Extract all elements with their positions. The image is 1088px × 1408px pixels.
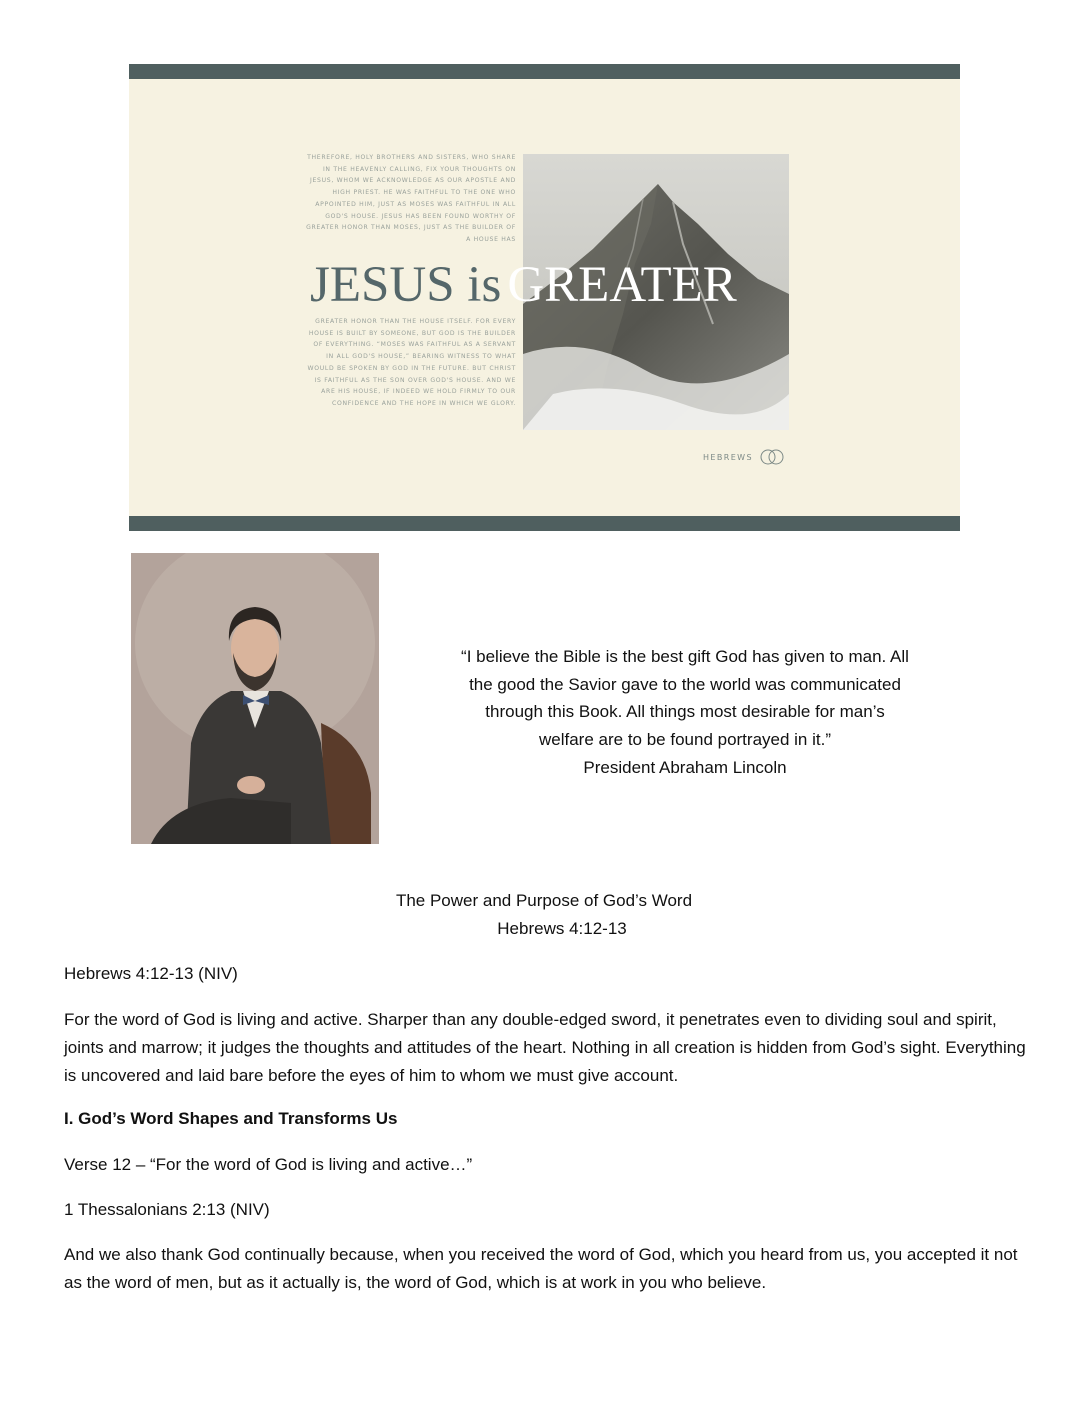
section-heading-1: I. God’s Word Shapes and Transforms Us [64,1109,398,1128]
scripture-reference-2: 1 Thessalonians 2:13 (NIV) [64,1200,270,1219]
lincoln-quote [400,643,970,782]
quote-line: welfare are to be found portrayed in it.” [539,730,831,750]
title-greater: GREATER [507,257,737,313]
sermon-reference: Hebrews 4:12-13 [497,919,627,938]
quote-line: “I believe the Bible is the best gift God has given to man. All [461,647,909,666]
sermon-title: The Power and Purpose of God’s Word [395,891,693,910]
quote-line: through this Book. All things most desirable for man’s [485,702,885,722]
scripture-reference-1: Hebrews 4:12-13 (NIV) [64,964,238,983]
scripture-text-1: For the word of God is living and active. Sharper than any double-edged sword, it penetrates even to dividing soul and spirit, joints and marrow; it judges the thoughts and attitudes of the heart. Nothing in all creation is hidden from God’s sight. Everything is uncovered and laid bare before the eyes of him to whom we must give account. [64,1010,1026,1085]
series-label-text: HEBREWS [703,452,753,462]
banner-bottom-bar [129,516,960,531]
banner-verse-text-bottom: GREATER HONOR THAN THE HOUSE ITSELF. FOR EVERY HOUSE IS BUILT BY SOMEONE, BUT GOD IS THE BUILDER OF EVERYTHING. “MOSES WAS FAITHFUL AS A SERVANT IN ALL GOD'S HOUSE,” BEARING WITNESS TO WHAT WOULD BE SPOKEN BY GOD IN THE FUTURE. BUT CHRIST IS FAITHFUL AS THE SON OVER GOD'S HOUSE. AND WE ARE HIS HOUSE, IF INDEED WE HOLD FIRMLY TO OUR CONFIDENCE AND THE HOPE IN WHICH WE GLORY. [307,318,516,407]
quote-line: the good the Savior gave to the world was communicated [469,674,901,694]
banner-verse-text-top: THEREFORE, HOLY BROTHERS AND SISTERS, WHO SHARE IN THE HEAVENLY CALLING, FIX YOUR THOUGHTS ON JESUS, WHOM WE ACKNOWLEDGE AS OUR APOSTLE AND HIGH PRIEST. HE WAS FAITHFUL TO THE ONE WHO APPOINTED HIM, JUST AS MOSES WAS FAITHFUL IN ALL GOD'S HOUSE. JESUS HAS BEEN FOUND WORTHY OF GREATER HONOR THAN MOSES, JUST AS THE BUILDER OF A HOUSE HAS [306,154,516,243]
banner-top-bar [129,64,960,79]
interlocking-rings-icon [758,449,786,465]
banner-title [310,256,737,314]
lincoln-portrait [131,553,379,844]
quote-attribution: President Abraham Lincoln [583,757,787,777]
verse-note: Verse 12 – “For the word of God is living and active…” [64,1155,473,1174]
series-label [703,449,786,465]
title-jesus-is: JESUS is [310,257,502,313]
sermon-series-banner [129,64,960,531]
scripture-text-2: And we also thank God continually because, when you received the word of God, which you heard from us, you accepted it not as the word of men, but as it actually is, the word of God, which is at work in you who believe. [64,1245,1018,1292]
